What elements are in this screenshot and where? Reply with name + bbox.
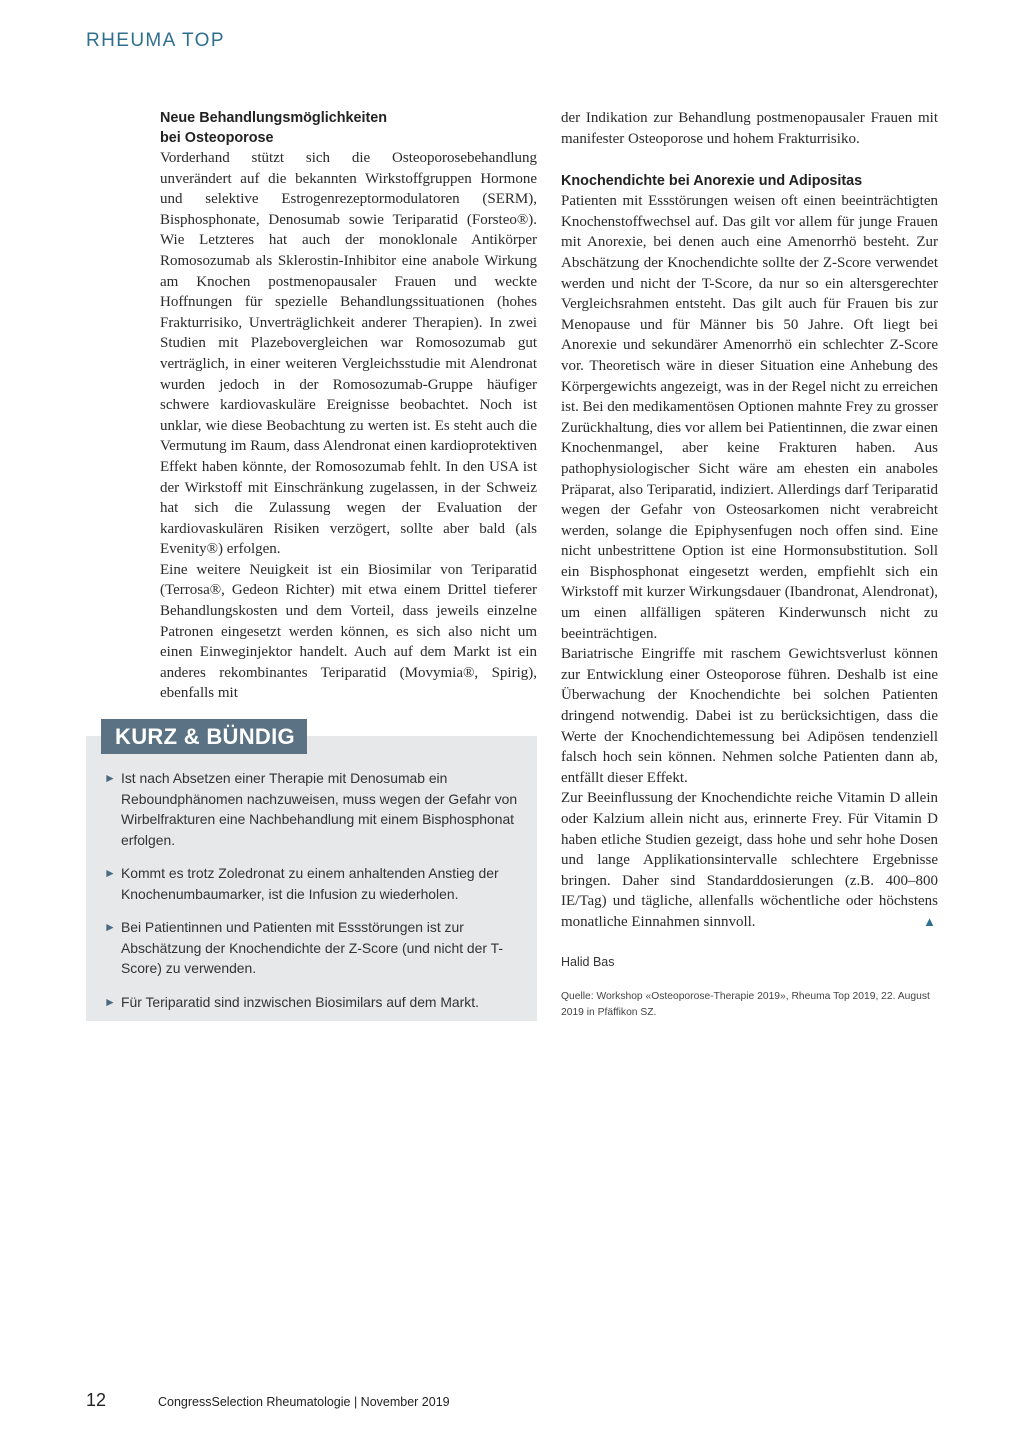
triangle-bullet-icon: ► <box>104 920 116 934</box>
summary-item-text: Ist nach Absetzen einer Therapie mit Denosumab ein Reboundphänomen nachzuweisen, muss wegen der Gefahr von Wirbelfrakturen eine Nachbehandlung mit einem Bisphosphonat erfolgen. <box>121 770 518 848</box>
summary-item <box>104 768 529 850</box>
triangle-bullet-icon: ► <box>104 994 116 1009</box>
end-of-article-triangle-icon: ▲ <box>923 913 936 929</box>
paragraph-continued: der Indikation zur Behandlung postmenopausaler Frauen mit manifester Osteoporose und hohem Frakturrisiko. <box>561 110 938 147</box>
paragraph: Bariatrische Eingriffe mit raschem Gewichtsverlust können zur Entwicklung einer Osteoporose führen. Deshalb ist eine Überwachung der Knochendichte bei solchen Patienten dringend notwendig. Dabei ist zu berücksichtigen, dass die Werte der Knochendichtemessung bei Adipösen tendenziell falsch hoch sein können. Nehmen solche Patienten dann ab, entfällt dieser Effekt. <box>561 646 938 786</box>
source-note: Quelle: Workshop «Osteoporose-Therapie 2019», Rheuma Top 2019, 22. August 2019 in Pfäffikon SZ. <box>561 990 930 1018</box>
section-heading-knochendichte: Knochendichte bei Anorexie und Adipositas <box>561 173 863 190</box>
heading-line-2: bei Osteoporose <box>160 130 274 146</box>
section-heading-behandlung <box>160 108 537 148</box>
paragraph-last <box>561 788 938 932</box>
publication-info: CongressSelection Rheumatologie | November 2019 <box>158 1395 450 1409</box>
summary-item <box>104 992 529 1013</box>
triangle-bullet-icon: ► <box>104 771 116 785</box>
paragraph: Eine weitere Neuigkeit ist ein Biosimilar von Teriparatid (Terrosa®, Gedeon Richter) mit etwa einem Drittel tieferer Behandlungskosten und dem Vorteil, dass jeweils einzelne Patronen eingesetzt werden können, es sich also nicht um einen Einweginjektor handelt. Auch auf dem Markt ist ein anderes rekombinantes Teriparatid (Movymia®, Spirig), ebenfalls mit <box>160 561 537 702</box>
summary-box-title: KURZ & BÜNDIG <box>101 719 307 754</box>
summary-item-text: Kommt es trotz Zoledronat zu einem anhaltenden Anstieg der Knochenumbaumarker, ist die Infusion zu wiederholen. <box>121 865 499 902</box>
summary-item-text: Bei Patientinnen und Patienten mit Essstörungen ist zur Abschätzung der Knochendichte der Z-Score (und nicht der T-Score) zu verwenden. <box>121 919 503 976</box>
summary-list <box>104 768 529 1025</box>
heading-line-1: Neue Behandlungsmöglichkeiten <box>160 110 388 126</box>
author: Halid Bas <box>561 954 615 969</box>
right-column <box>561 108 938 1021</box>
page-number: 12 <box>86 1390 107 1410</box>
paragraph: Patienten mit Essstörungen weisen oft einen beeinträchtigten Knochenstoffwechsel auf. Das gilt vor allem für junge Frauen mit Anorexie, bei denen auch eine Amenorrhö besteht. Zur Abschätzung der Knochendichte sollte der Z-Score verwendet werden und nicht der T-Score, da nur so ein altersgerechter Vergleichsrahmen entsteht. Das gilt auch für Frauen bis zur Menopause und für Männer bis 50 Jahre. Oft liegt bei Anorexie und sekundärer Amenorrhö ein schlechter Z-Score vor. Theoretisch wäre in dieser Situation eine Anhebung des Körpergewichts angezeigt, was in der Regel nicht zu erreichen ist. Bei den medikamentösen Optionen mahnte Frey zu grosser Zurückhaltung, dies vor allem bei Patientinnen, die zwar einen Knochenmangel, aber keine Frakturen haben. Aus pathophysiologischer Sicht wäre am ehesten ein anaboles Präparat, also Teriparatid, indiziert. Allerdings darf Teriparatid wegen der Gefahr von Osteosarkomen nicht verabreicht werden, solange die Epiphysenfugen noch offen sind. Eine nicht unbestrittene Option ist eine Hormonsubstitution. Soll ein Bisphosphonat eingesetzt werden, empfiehlt sich ein Wirkstoff mit kurzer Wirkungsdauer (Ibandronat, Alendronat), um einen allfälligen späteren Kinderwunsch nicht zu beeinträchtigen. <box>561 193 938 642</box>
left-column <box>160 108 537 704</box>
last-paragraph-text: Zur Beeinflussung der Knochendichte reiche Vitamin D allein oder Kalzium allein nicht aus, erinnerte Frey. Für Vitamin D haben etliche Studien gezeigt, dass hohe und sehr hohe Dosen und lange Applikationsintervalle schlechtere Ergebnisse bringen. Daher sind Standarddosierungen (z.B. 400–800 IE/Tag) und tägliche, allenfalls wöchentliche oder höchstens monatliche Einnahmen sinnvoll. <box>561 790 938 930</box>
summary-item <box>104 863 529 904</box>
paragraph: Vorderhand stützt sich die Osteoporosebehandlung unverändert auf die bekannten Wirkstoffgruppen Hormone und selektive Estrogenrezeptormodulatoren (SERM), Bisphosphonate, Denosumab sowie Teriparatid (Forsteo®). Wie Letzteres hat auch der monoklonale Antikörper Romosozumab als Sklerostin-Inhibitor eine anabole Wirkung am Knochen postmenopausaler Frauen und weckte Hoffnungen für spezielle Behandlungssituationen (hohes Frakturrisiko, Unverträglichkeit anderer Therapien). In zwei Studien mit Plazebovergleichen war Romosozumab gut verträglich, in einer weiteren Vergleichsstudie mit Alendronat wurden jedoch in der Romosozumab-Gruppe häufiger schwere kardiovaskuläre Ereignisse beobachtet. Noch ist unklar, wie diese Beobachtung zu werten ist. Es steht auch die Vermutung im Raum, dass Alendronat einen kardioprotektiven Effekt haben könnte, der Romosozumab fehlt. In den USA ist der Wirkstoff mit Einschränkung zugelassen, in der Schweiz hat sich die Zulassung wegen der Evaluation der kardiovaskulären Risiken verzögert, sollte aber bald (als Evenity®) erfolgen. <box>160 150 537 558</box>
triangle-bullet-icon: ► <box>104 866 116 880</box>
summary-item <box>104 917 529 979</box>
summary-item-text: Für Teriparatid sind inzwischen Biosimilars auf dem Markt. <box>121 993 479 1010</box>
running-header: RHEUMA TOP <box>86 30 225 51</box>
